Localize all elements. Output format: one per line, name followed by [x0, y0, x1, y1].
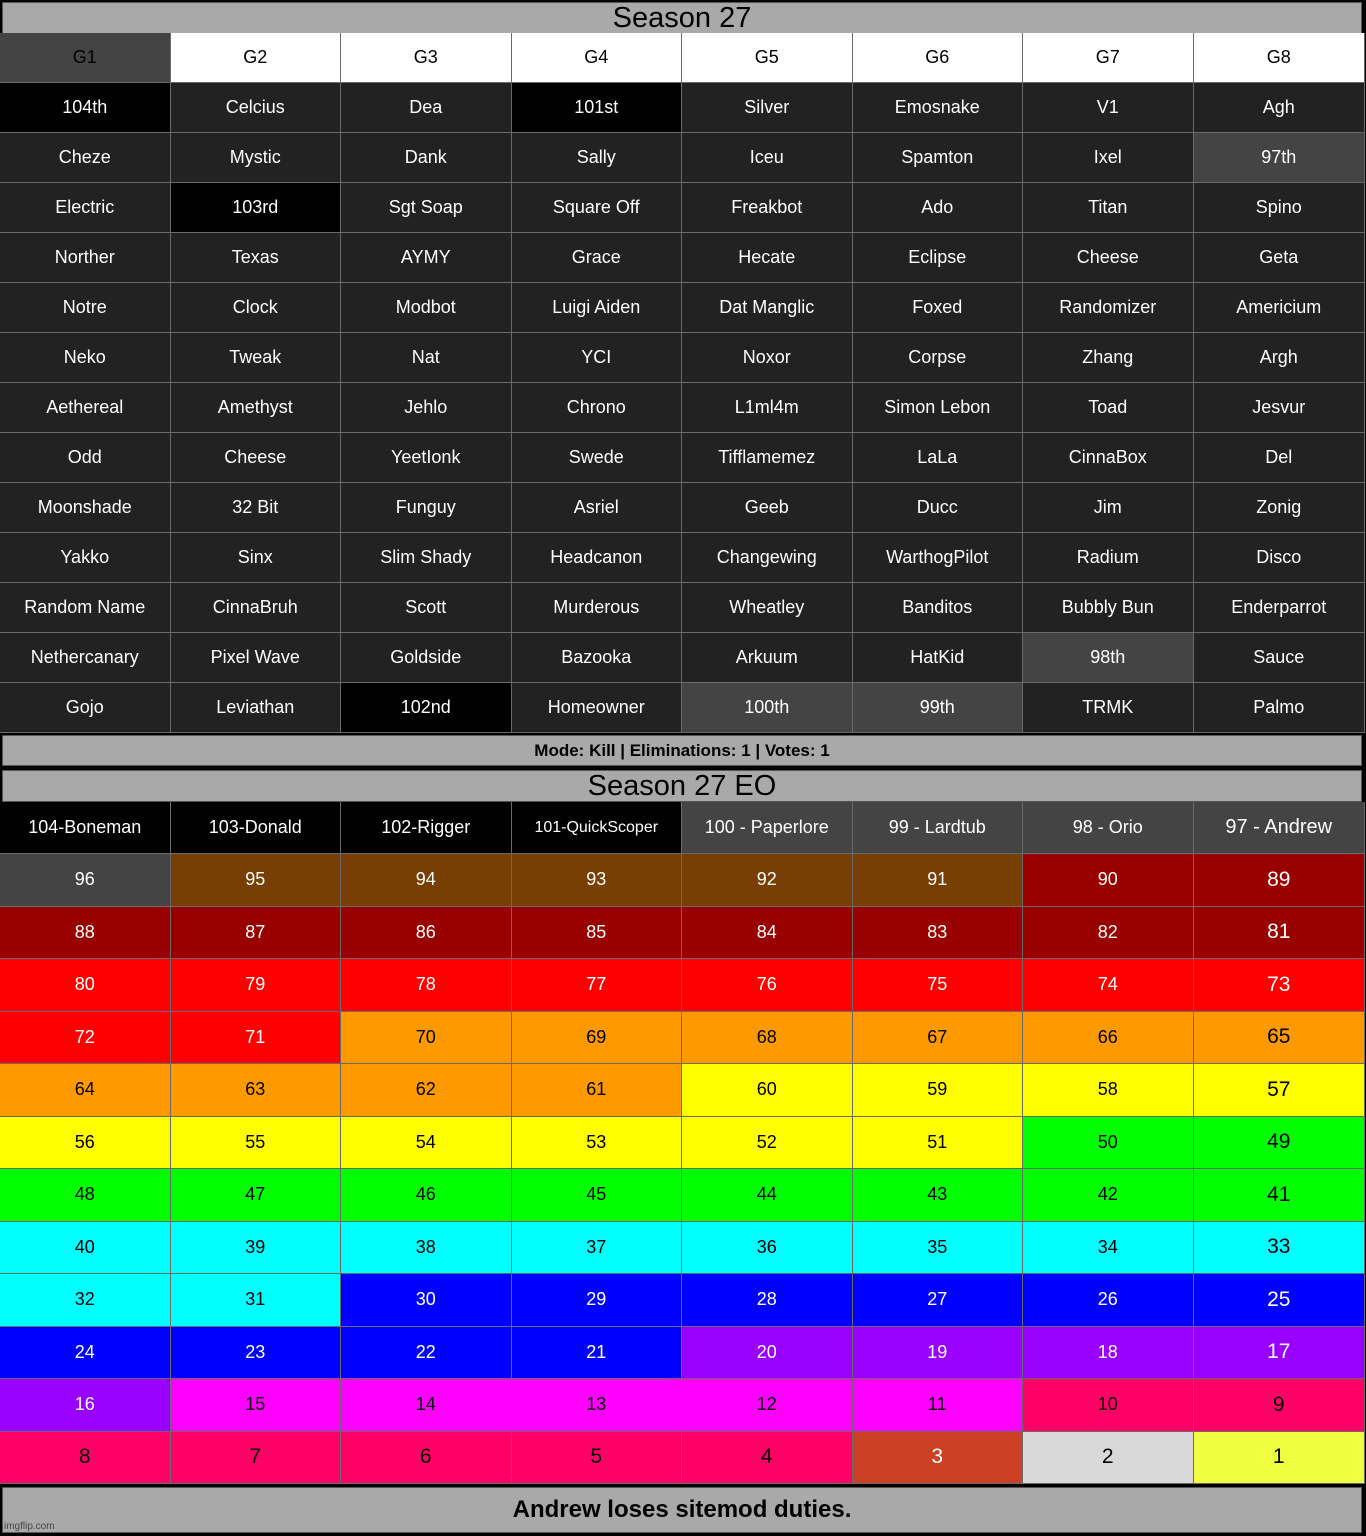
group-header-cell: G6 — [853, 33, 1024, 83]
contestant-cell: Iceu — [682, 133, 853, 183]
contestant-cell: 101st — [512, 83, 683, 133]
placement-cell: 88 — [0, 907, 171, 960]
placement-cell: 66 — [1023, 1012, 1194, 1065]
placement-grid — [0, 854, 1366, 1484]
contestant-cell: Jesvur — [1194, 383, 1366, 433]
contestant-cell: Swede — [512, 433, 683, 483]
placement-cell: 27 — [853, 1274, 1024, 1327]
placement-cell: 53 — [512, 1117, 683, 1170]
contestant-cell: Jehlo — [341, 383, 512, 433]
placement-cell: 71 — [171, 1012, 342, 1065]
placement-cell: 32 — [0, 1274, 171, 1327]
contestant-cell: Agh — [1194, 83, 1366, 133]
placement-cell: 57 — [1194, 1064, 1366, 1117]
contestant-cell: Argh — [1194, 333, 1366, 383]
contestant-cell: Zonig — [1194, 483, 1366, 533]
placement-cell: 93 — [512, 854, 683, 907]
contestant-cell: Bazooka — [512, 633, 683, 683]
contestant-cell: Simon Lebon — [853, 383, 1024, 433]
placement-cell: 12 — [682, 1379, 853, 1432]
contestant-cell: Zhang — [1023, 333, 1194, 383]
placement-cell: 43 — [853, 1169, 1024, 1222]
placement-cell: 89 — [1194, 854, 1366, 907]
contestant-cell: Noxor — [682, 333, 853, 383]
contestant-cell: Del — [1194, 433, 1366, 483]
placement-cell: 8 — [0, 1432, 171, 1485]
group-header-row — [0, 33, 1366, 83]
placement-cell: 77 — [512, 959, 683, 1012]
contestant-cell: Pixel Wave — [171, 633, 342, 683]
contestant-cell: YeetIonk — [341, 433, 512, 483]
placement-cell: 72 — [0, 1012, 171, 1065]
placement-cell: 78 — [341, 959, 512, 1012]
placement-cell: 20 — [682, 1327, 853, 1380]
season-title: Season 27 — [2, 2, 1362, 34]
contestant-cell: Sinx — [171, 533, 342, 583]
placement-cell: 1 — [1194, 1432, 1366, 1485]
placement-cell: 76 — [682, 959, 853, 1012]
placement-cell: 25 — [1194, 1274, 1366, 1327]
placement-cell: 74 — [1023, 959, 1194, 1012]
placement-cell: 94 — [341, 854, 512, 907]
contestant-cell: Radium — [1023, 533, 1194, 583]
placement-cell: 79 — [171, 959, 342, 1012]
placement-cell: 10 — [1023, 1379, 1194, 1432]
placement-cell: 65 — [1194, 1012, 1366, 1065]
contestant-cell: Nat — [341, 333, 512, 383]
placement-cell: 30 — [341, 1274, 512, 1327]
contestant-cell: HatKid — [853, 633, 1024, 683]
placement-cell: 81 — [1194, 907, 1366, 960]
contestant-cell: Cheese — [171, 433, 342, 483]
placement-cell: 51 — [853, 1117, 1024, 1170]
placement-cell: 68 — [682, 1012, 853, 1065]
placement-cell: 61 — [512, 1064, 683, 1117]
placement-cell: 18 — [1023, 1327, 1194, 1380]
placement-cell: 96 — [0, 854, 171, 907]
contestant-cell: Cheese — [1023, 233, 1194, 283]
contestant-cell: Tifflamemez — [682, 433, 853, 483]
contestant-cell: Neko — [0, 333, 171, 383]
placement-cell: 35 — [853, 1222, 1024, 1275]
contestant-cell: Wheatley — [682, 583, 853, 633]
eliminated-cell: 104-Boneman — [0, 802, 171, 854]
placement-cell: 45 — [512, 1169, 683, 1222]
contestant-cell: Chrono — [512, 383, 683, 433]
placement-cell: 36 — [682, 1222, 853, 1275]
contestant-cell: Sgt Soap — [341, 183, 512, 233]
contestant-cell: Aethereal — [0, 383, 171, 433]
placement-cell: 82 — [1023, 907, 1194, 960]
contestant-cell: Sally — [512, 133, 683, 183]
contestant-cell: Geeb — [682, 483, 853, 533]
placement-cell: 2 — [1023, 1432, 1194, 1485]
placement-cell: 55 — [171, 1117, 342, 1170]
contestant-cell: Notre — [0, 283, 171, 333]
contestant-cell: Foxed — [853, 283, 1024, 333]
contestant-cell: Ducc — [853, 483, 1024, 533]
contestant-cell: Grace — [512, 233, 683, 283]
contestant-cell: Gojo — [0, 683, 171, 733]
placement-cell: 48 — [0, 1169, 171, 1222]
contestant-cell: Bubbly Bun — [1023, 583, 1194, 633]
contestant-cell: Eclipse — [853, 233, 1024, 283]
placement-cell: 37 — [512, 1222, 683, 1275]
contestant-cell: Mystic — [171, 133, 342, 183]
contestant-cell: Corpse — [853, 333, 1024, 383]
contestant-cell: YCI — [512, 333, 683, 383]
placement-cell: 73 — [1194, 959, 1366, 1012]
placement-cell: 39 — [171, 1222, 342, 1275]
contestant-cell: Random Name — [0, 583, 171, 633]
placement-cell: 84 — [682, 907, 853, 960]
contestant-cell: 103rd — [171, 183, 342, 233]
contestant-cell: V1 — [1023, 83, 1194, 133]
placement-cell: 59 — [853, 1064, 1024, 1117]
contestant-cell: Americium — [1194, 283, 1366, 333]
contestant-cell: Changewing — [682, 533, 853, 583]
eliminated-cell: 101-QuickScoper — [512, 802, 683, 854]
footer-note: Andrew loses sitemod duties. — [2, 1487, 1362, 1533]
placement-cell: 16 — [0, 1379, 171, 1432]
eliminated-cell: 99 - Lardtub — [853, 802, 1024, 854]
contestant-cell: TRMK — [1023, 683, 1194, 733]
contestant-cell: Norther — [0, 233, 171, 283]
contestant-cell: Electric — [0, 183, 171, 233]
placement-cell: 54 — [341, 1117, 512, 1170]
contestant-cell: Asriel — [512, 483, 683, 533]
group-header-cell: G2 — [171, 33, 342, 83]
placement-cell: 6 — [341, 1432, 512, 1485]
placement-cell: 80 — [0, 959, 171, 1012]
placement-cell: 52 — [682, 1117, 853, 1170]
contestant-cell: Nethercanary — [0, 633, 171, 683]
placement-cell: 44 — [682, 1169, 853, 1222]
placement-cell: 95 — [171, 854, 342, 907]
contestant-cell: Dea — [341, 83, 512, 133]
placement-cell: 31 — [171, 1274, 342, 1327]
contestant-cell: Texas — [171, 233, 342, 283]
placement-cell: 91 — [853, 854, 1024, 907]
contestant-cell: Palmo — [1194, 683, 1366, 733]
contestant-cell: 99th — [853, 683, 1024, 733]
contestant-cell: Leviathan — [171, 683, 342, 733]
contestant-cell: CinnaBruh — [171, 583, 342, 633]
contestant-cell: Enderparrot — [1194, 583, 1366, 633]
contestant-cell: Freakbot — [682, 183, 853, 233]
roster-grid — [0, 83, 1366, 733]
placement-cell: 70 — [341, 1012, 512, 1065]
contestant-cell: Moonshade — [0, 483, 171, 533]
placement-cell: 50 — [1023, 1117, 1194, 1170]
placement-cell: 22 — [341, 1327, 512, 1380]
contestant-cell: Modbot — [341, 283, 512, 333]
group-header-cell: G5 — [682, 33, 853, 83]
contestant-cell: Yakko — [0, 533, 171, 583]
contestant-cell: Spino — [1194, 183, 1366, 233]
contestant-cell: 97th — [1194, 133, 1366, 183]
contestant-cell: Emosnake — [853, 83, 1024, 133]
eo-title: Season 27 EO — [2, 770, 1362, 802]
placement-cell: 26 — [1023, 1274, 1194, 1327]
contestant-cell: 98th — [1023, 633, 1194, 683]
placement-cell: 64 — [0, 1064, 171, 1117]
contestant-cell: LaLa — [853, 433, 1024, 483]
contestant-cell: Banditos — [853, 583, 1024, 633]
group-header-cell: G8 — [1194, 33, 1366, 83]
eliminated-cell: 97 - Andrew — [1194, 802, 1366, 854]
placement-cell: 34 — [1023, 1222, 1194, 1275]
contestant-cell: Sauce — [1194, 633, 1366, 683]
placement-cell: 33 — [1194, 1222, 1366, 1275]
contestant-cell: Murderous — [512, 583, 683, 633]
contestant-cell: Amethyst — [171, 383, 342, 433]
contestant-cell: Dat Manglic — [682, 283, 853, 333]
placement-cell: 29 — [512, 1274, 683, 1327]
placement-cell: 14 — [341, 1379, 512, 1432]
contestant-cell: 100th — [682, 683, 853, 733]
contestant-cell: Disco — [1194, 533, 1366, 583]
group-header-cell: G3 — [341, 33, 512, 83]
placement-cell: 69 — [512, 1012, 683, 1065]
contestant-cell: Square Off — [512, 183, 683, 233]
contestant-cell: AYMY — [341, 233, 512, 283]
eliminated-cell: 98 - Orio — [1023, 802, 1194, 854]
placement-cell: 38 — [341, 1222, 512, 1275]
placement-cell: 60 — [682, 1064, 853, 1117]
placement-cell: 46 — [341, 1169, 512, 1222]
contestant-cell: L1ml4m — [682, 383, 853, 433]
eliminated-cell: 100 - Paperlore — [682, 802, 853, 854]
contestant-cell: Hecate — [682, 233, 853, 283]
contestant-cell: Ixel — [1023, 133, 1194, 183]
contestant-cell: Ado — [853, 183, 1024, 233]
mode-line: Mode: Kill | Eliminations: 1 | Votes: 1 — [2, 735, 1362, 766]
contestant-cell: Randomizer — [1023, 283, 1194, 333]
contestant-cell: Cheze — [0, 133, 171, 183]
placement-cell: 28 — [682, 1274, 853, 1327]
placement-cell: 42 — [1023, 1169, 1194, 1222]
placement-cell: 67 — [853, 1012, 1024, 1065]
contestant-cell: Luigi Aiden — [512, 283, 683, 333]
placement-cell: 83 — [853, 907, 1024, 960]
contestant-cell: Clock — [171, 283, 342, 333]
placement-cell: 87 — [171, 907, 342, 960]
contestant-cell: 32 Bit — [171, 483, 342, 533]
eliminated-cell: 103-Donald — [171, 802, 342, 854]
placement-cell: 47 — [171, 1169, 342, 1222]
contestant-cell: Spamton — [853, 133, 1024, 183]
placement-cell: 13 — [512, 1379, 683, 1432]
placement-cell: 4 — [682, 1432, 853, 1485]
contestant-cell: Toad — [1023, 383, 1194, 433]
placement-cell: 92 — [682, 854, 853, 907]
group-header-cell: G1 — [0, 33, 171, 83]
contestant-cell: Funguy — [341, 483, 512, 533]
contestant-cell: Headcanon — [512, 533, 683, 583]
placement-cell: 49 — [1194, 1117, 1366, 1170]
placement-cell: 11 — [853, 1379, 1024, 1432]
group-header-cell: G4 — [512, 33, 683, 83]
placement-cell: 85 — [512, 907, 683, 960]
eliminated-header-row — [0, 802, 1366, 854]
placement-cell: 15 — [171, 1379, 342, 1432]
contestant-cell: Geta — [1194, 233, 1366, 283]
contestant-cell: CinnaBox — [1023, 433, 1194, 483]
contestant-cell: Odd — [0, 433, 171, 483]
contestant-cell: Tweak — [171, 333, 342, 383]
placement-cell: 5 — [512, 1432, 683, 1485]
contestant-cell: WarthogPilot — [853, 533, 1024, 583]
placement-cell: 86 — [341, 907, 512, 960]
placement-cell: 21 — [512, 1327, 683, 1380]
placement-cell: 19 — [853, 1327, 1024, 1380]
contestant-cell: Silver — [682, 83, 853, 133]
placement-cell: 56 — [0, 1117, 171, 1170]
watermark: imgflip.com — [4, 1521, 55, 1532]
contestant-cell: Goldside — [341, 633, 512, 683]
placement-cell: 7 — [171, 1432, 342, 1485]
placement-cell: 62 — [341, 1064, 512, 1117]
placement-cell: 40 — [0, 1222, 171, 1275]
placement-cell: 90 — [1023, 854, 1194, 907]
placement-cell: 3 — [853, 1432, 1024, 1485]
placement-cell: 63 — [171, 1064, 342, 1117]
contestant-cell: Dank — [341, 133, 512, 183]
placement-cell: 58 — [1023, 1064, 1194, 1117]
contestant-cell: Titan — [1023, 183, 1194, 233]
placement-cell: 9 — [1194, 1379, 1366, 1432]
group-header-cell: G7 — [1023, 33, 1194, 83]
placement-cell: 41 — [1194, 1169, 1366, 1222]
contestant-cell: Arkuum — [682, 633, 853, 683]
contestant-cell: Jim — [1023, 483, 1194, 533]
placement-cell: 75 — [853, 959, 1024, 1012]
contestant-cell: Homeowner — [512, 683, 683, 733]
placement-cell: 17 — [1194, 1327, 1366, 1380]
placement-cell: 23 — [171, 1327, 342, 1380]
contestant-cell: Celcius — [171, 83, 342, 133]
placement-cell: 24 — [0, 1327, 171, 1380]
contestant-cell: 102nd — [341, 683, 512, 733]
contestant-cell: 104th — [0, 83, 171, 133]
eliminated-cell: 102-Rigger — [341, 802, 512, 854]
contestant-cell: Scott — [341, 583, 512, 633]
contestant-cell: Slim Shady — [341, 533, 512, 583]
